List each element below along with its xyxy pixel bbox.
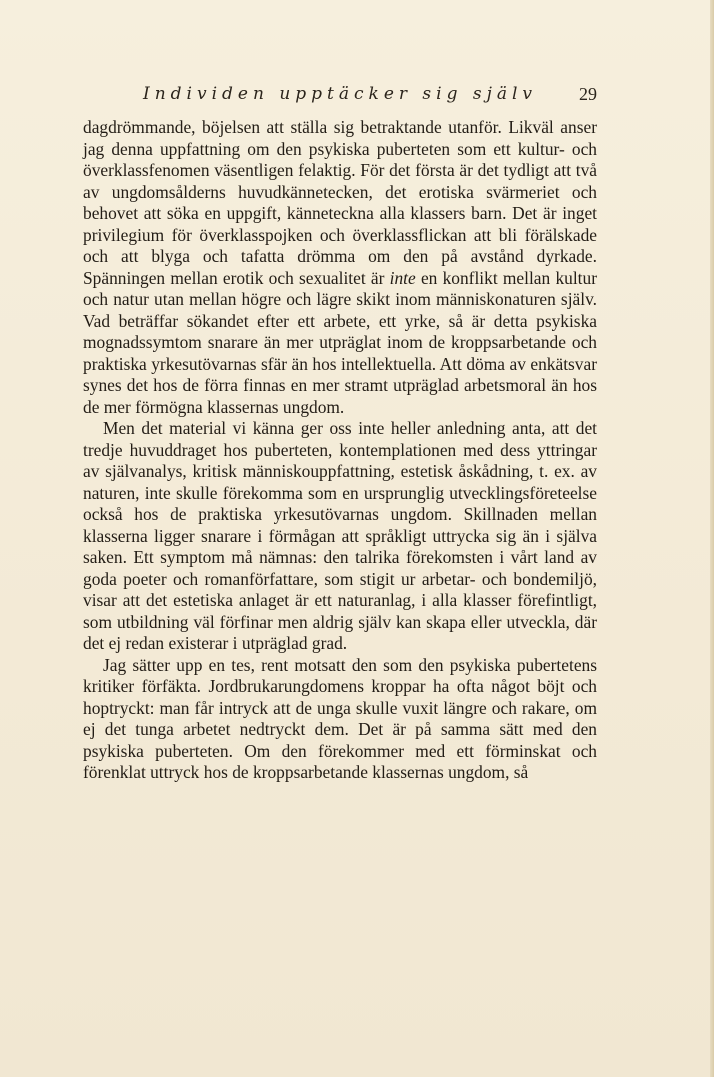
running-title: Individen upptäcker sig själv — [143, 84, 538, 104]
paragraph-1-part-2: en konflikt mellan kultur och natur utan mellan högre och lägre skikt inom människonaturen själv. Vad beträffar sökandet efter ett arbete, ett yrke, så är detta psykiska mognadssymtom snarare än mer utpräglat inom de kroppsarbetande och praktiska yrkesutövarnas sfär än hos intellektuella. Att döma av enkätsvar synes det hos de förra finnas en mer stramt utpräglad arbetsmoral än hos de mer förmögna klassernas ungdom. — [83, 267, 597, 417]
paragraph-1 — [83, 117, 597, 418]
paragraph-2: Men det material vi känna ger oss inte heller anledning anta, att det tredje huvuddraget hos puberteten, kontemplationen med dess yttringar av självanalys, kritisk människouppfattning, estetisk åskådning, t. ex. av naturen, inte skulle förekomma som en ursprunglig utvecklingsföreteelse också hos de praktiska yrkesutövarnas ungdom. Skillnaden mellan klasserna ligger snarare i förmågan att språkligt uttrycka sig än i själva saken. Ett symptom må nämnas: den talrika förekomsten i vårt land av goda poeter och romanförfattare, som stigit ur arbetar- och bondemiljö, visar att det estetiska anlaget är ett naturanlag, i alla klasser förefintligt, som utbildning väl förfinar men aldrig själv kan skapa eller utveckla, där det ej redan existerar i utpräglad grad. — [83, 418, 597, 653]
paragraph-1-part-1: dagdrömmande, böjelsen att ställa sig betraktande utanför. Likväl anser jag denna uppfattning om den psykiska puberteten som ett kultur- och överklassfenomen väsentligen felaktig. För det första är det tydligt att två av ungdomsålderns huvudkännetecken, det erotiska svärmeriet och behovet att söka en uppgift, känneteckna alla klassers barn. Det är inget privilegium för överklasspojken och överklassflickan att bli förälskade och att blyga och tafatta drömma om den på avstånd dyrkade. Spänningen mellan erotik och sexualitet är — [83, 117, 597, 288]
body-text — [83, 117, 597, 784]
page-edge — [710, 0, 714, 1077]
page-header — [83, 84, 597, 110]
paragraph-3: Jag sätter upp en tes, rent motsatt den som den psykiska pubertetens kritiker förfäkta. Jordbrukarungdomens kroppar ha ofta något böjt och hoptryckt: man får intryck att de unga skulle vuxit längre och rakare, om ej det tunga arbetet nedtryckt dem. Det är på samma sätt med den psykiska puberteten. Om den förekommer med ett förminskat och förenklat uttryck hos de kroppsarbetande klassernas ungdom, så — [83, 654, 597, 782]
page-number: 29 — [579, 84, 597, 104]
paragraph-1-emphasis: inte — [389, 267, 416, 288]
